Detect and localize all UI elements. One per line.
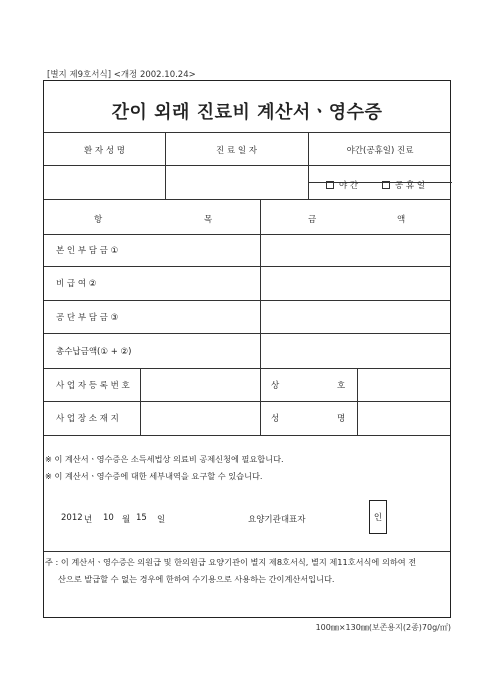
amount-header-right: 액	[397, 215, 406, 225]
divider	[140, 368, 141, 435]
treatment-date-label: 진 료 일 자	[216, 146, 257, 156]
trade-name-label-right: 호	[337, 381, 346, 391]
note-detail-request: ※ 이 계산서ㆍ영수증에 대한 세부내역을 요구할 수 있습니다.	[45, 471, 263, 481]
divider	[44, 165, 450, 166]
note-tax-deduction: ※ 이 계산서ㆍ영수증은 소득세법상 의료비 공제신청에 필요합니다.	[45, 454, 284, 464]
divider	[44, 435, 450, 436]
divider	[260, 199, 261, 435]
issue-day-unit: 일	[157, 515, 166, 525]
divider	[44, 300, 450, 301]
total-paid-label: 총수납금액(① + ②)	[56, 347, 132, 357]
insurance-share-label: 공 단 부 담 금 ③	[56, 313, 119, 323]
holiday-checkbox-group[interactable]	[382, 179, 425, 191]
divider	[44, 234, 450, 235]
seal-box: 인	[369, 500, 387, 534]
divider	[357, 368, 358, 435]
divider	[44, 551, 450, 552]
business-address-label: 사 업 장 소 재 지	[56, 414, 119, 424]
issue-year-unit: 년	[84, 515, 93, 525]
paper-spec: 100㎜×130㎜(보존용지(2종)70g/㎡)	[315, 623, 451, 632]
form-number-caption: [별지 제9호서식] <개정 2002.10.24>	[47, 70, 196, 80]
item-header-right: 목	[204, 215, 213, 225]
non-covered-label: 비 급 여 ②	[56, 279, 97, 289]
night-label: 야 간	[339, 181, 359, 191]
holiday-label: 공 휴 일	[395, 181, 426, 191]
issue-month-unit: 월	[122, 515, 131, 525]
divider	[165, 132, 166, 199]
representative-name-label-right: 명	[337, 414, 346, 424]
remark-line-1: 주 : 이 계산서ㆍ영수증은 의원급 및 한의원급 요양기관이 별지 제8호서식, 별지 제11호서식에 의하여 전	[45, 557, 417, 567]
representative-name-label-left: 성	[271, 414, 280, 424]
night-checkbox-group[interactable]	[326, 179, 358, 191]
divider	[44, 333, 450, 334]
issue-month: 10	[103, 513, 114, 523]
business-reg-no-label: 사 업 자 등 록 번 호	[56, 381, 130, 391]
issue-day: 15	[136, 513, 147, 523]
item-header-left: 항	[94, 215, 103, 225]
divider	[44, 266, 450, 267]
remark-line-2: 산으로 발급할 수 없는 경우에 한하여 수기용으로 사용하는 간이계산서입니다.	[58, 574, 335, 584]
divider	[44, 401, 450, 402]
divider	[44, 368, 450, 369]
copayment-label: 본 인 부 담 금 ①	[56, 246, 119, 256]
night-holiday-label: 야간(공휴일) 진료	[346, 146, 414, 156]
amount-header-left: 금	[308, 215, 317, 225]
issue-year: 2012	[61, 513, 83, 523]
divider	[308, 132, 309, 199]
representative-label: 요양기관대표자	[248, 515, 306, 525]
trade-name-label-left: 상	[271, 381, 280, 391]
divider	[44, 132, 450, 133]
holiday-checkbox[interactable]	[382, 181, 390, 189]
night-checkbox[interactable]	[326, 181, 334, 189]
divider	[44, 199, 450, 200]
form-title: 간이 외래 진료비 계산서ㆍ영수증	[111, 102, 383, 123]
patient-name-label: 환 자 성 명	[84, 146, 125, 156]
receipt-form	[43, 80, 451, 618]
